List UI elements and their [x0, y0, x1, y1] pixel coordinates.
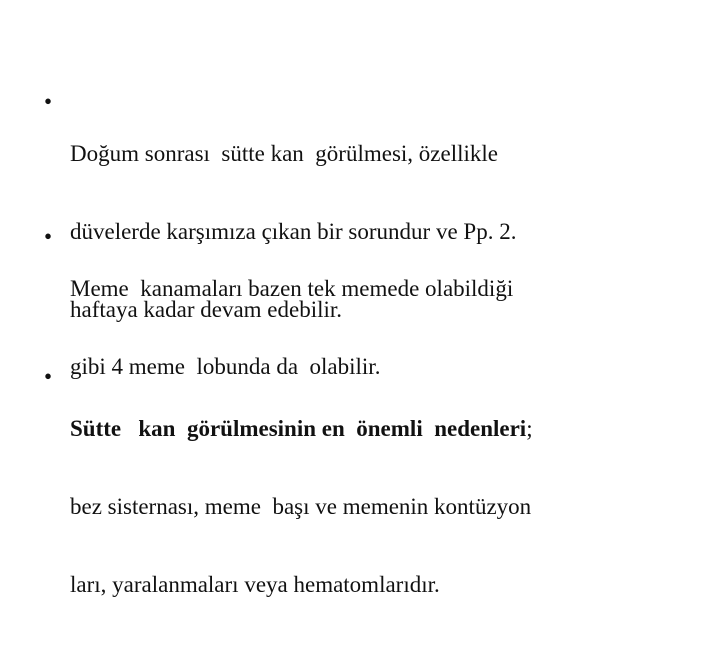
- text-line: düvelerde karşımıza çıkan bir sorundur ve Pp. 2.: [70, 219, 517, 244]
- lead-suffix: ;: [526, 416, 533, 441]
- text-line: haftaya kadar devam edebilir.: [70, 297, 343, 322]
- text-line: gibi 4 meme lobunda da olabilir.: [70, 354, 381, 379]
- text-line: Meme kanamaları bazen tek memede olabildiği: [70, 276, 514, 301]
- text-line: Doğum sonrası sütte kan görülmesi, özellikle: [70, 141, 498, 166]
- text-line: bez sisternası, meme başı ve memenin kontüzyon: [70, 494, 532, 519]
- bullet-marker: •: [44, 89, 53, 114]
- text-line-lead: [70, 416, 664, 442]
- bullet-text: [70, 364, 664, 650]
- text-line: ları, yaralanmaları veya hematomlarıdır.: [70, 572, 440, 597]
- bullet-marker: •: [44, 224, 53, 249]
- bold-lead-text: Sütte kan görülmesinin en önemli nedenleri: [70, 416, 527, 441]
- bullet-item-main-causes: [44, 364, 664, 650]
- bullet-marker: •: [44, 364, 53, 389]
